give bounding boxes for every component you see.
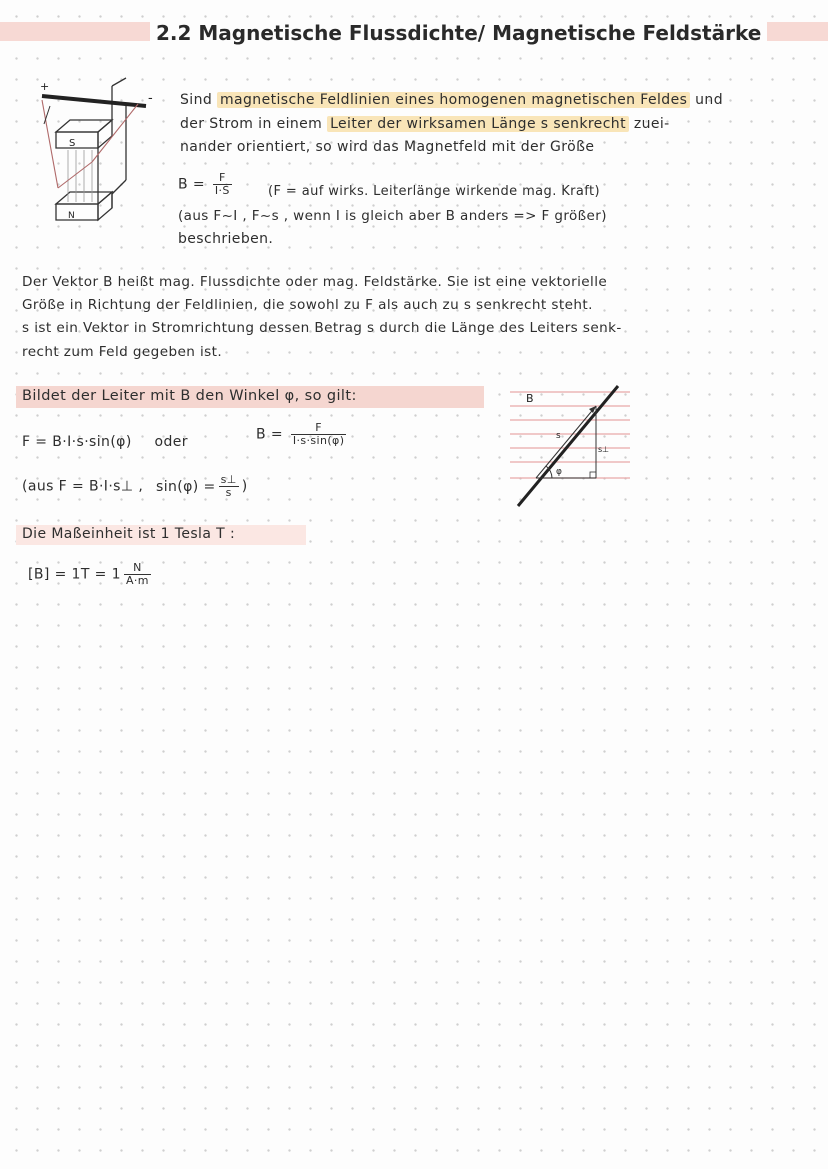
plus-label: + [40,80,50,93]
formula-force: F = B·I·s·sin(φ) oder [22,434,188,450]
magnet-diagram [28,76,158,236]
pole-s-label: S [69,138,76,149]
formula-derivation: (aus F~I , F~s , wenn I is gleich aber B anders => F größer) [178,208,607,224]
minus-label: - [148,91,153,106]
paragraph-line-2: Größe in Richtung der Feldlinien, die sowohl zu F als auch zu s senkrecht steht. [22,297,593,313]
paragraph-line-1: Der Vektor B heißt mag. Flussdichte oder mag. Feldstärke. Sie ist eine vektorielle [22,274,608,290]
angle-diagram [500,382,640,514]
angle-figure-phi: φ [556,467,562,477]
formula-b-angle: B = $\frac{F}{I\cdot s\cdot\sin(\varphi)}$ [256,421,345,447]
intro-line-1: Sind magnetische Feldlinien eines homogenen magnetischen Feldes und [180,92,723,108]
unit-formula: [B] = 1T = 1 $\frac{N}{A\cdot m}$ [28,561,149,587]
paragraph-line-4: recht zum Feld gegeben ist. [22,344,223,360]
formula-b-definition: B = $\frac{F}{I\cdot S}$ [178,171,230,197]
intro-line-2: der Strom in einem Leiter der wirksamen Länge s senkrecht zuei- [180,116,670,132]
page-title: 2.2 Magnetische Flussdichte/ Magnetische Feldstärke [150,18,767,48]
angle-heading: Bildet der Leiter mit B den Winkel φ, so gilt: [22,388,357,404]
title-band-left [0,22,150,41]
unit-heading: Die Maßeinheit ist 1 Tesla T : [22,526,236,542]
formula-sperp: (aus F = B·I·s⊥ , sin(φ) = $\frac{s\perp}{s}$ ) [22,473,248,499]
angle-figure-s: s [556,431,561,441]
formula-end: beschrieben. [178,231,274,247]
intro-line-3: nander orientiert, so wird das Magnetfeld mit der Größe [180,139,595,155]
angle-figure-b: B [526,392,534,405]
formula-note: (F = auf wirks. Leiterlänge wirkende mag. Kraft) [268,184,601,199]
angle-figure-sperp: s⊥ [598,445,610,454]
paragraph-line-3: s ist ein Vektor in Stromrichtung dessen Betrag s durch die Länge des Leiters senk- [22,320,622,336]
pole-n-label: N [68,211,75,221]
